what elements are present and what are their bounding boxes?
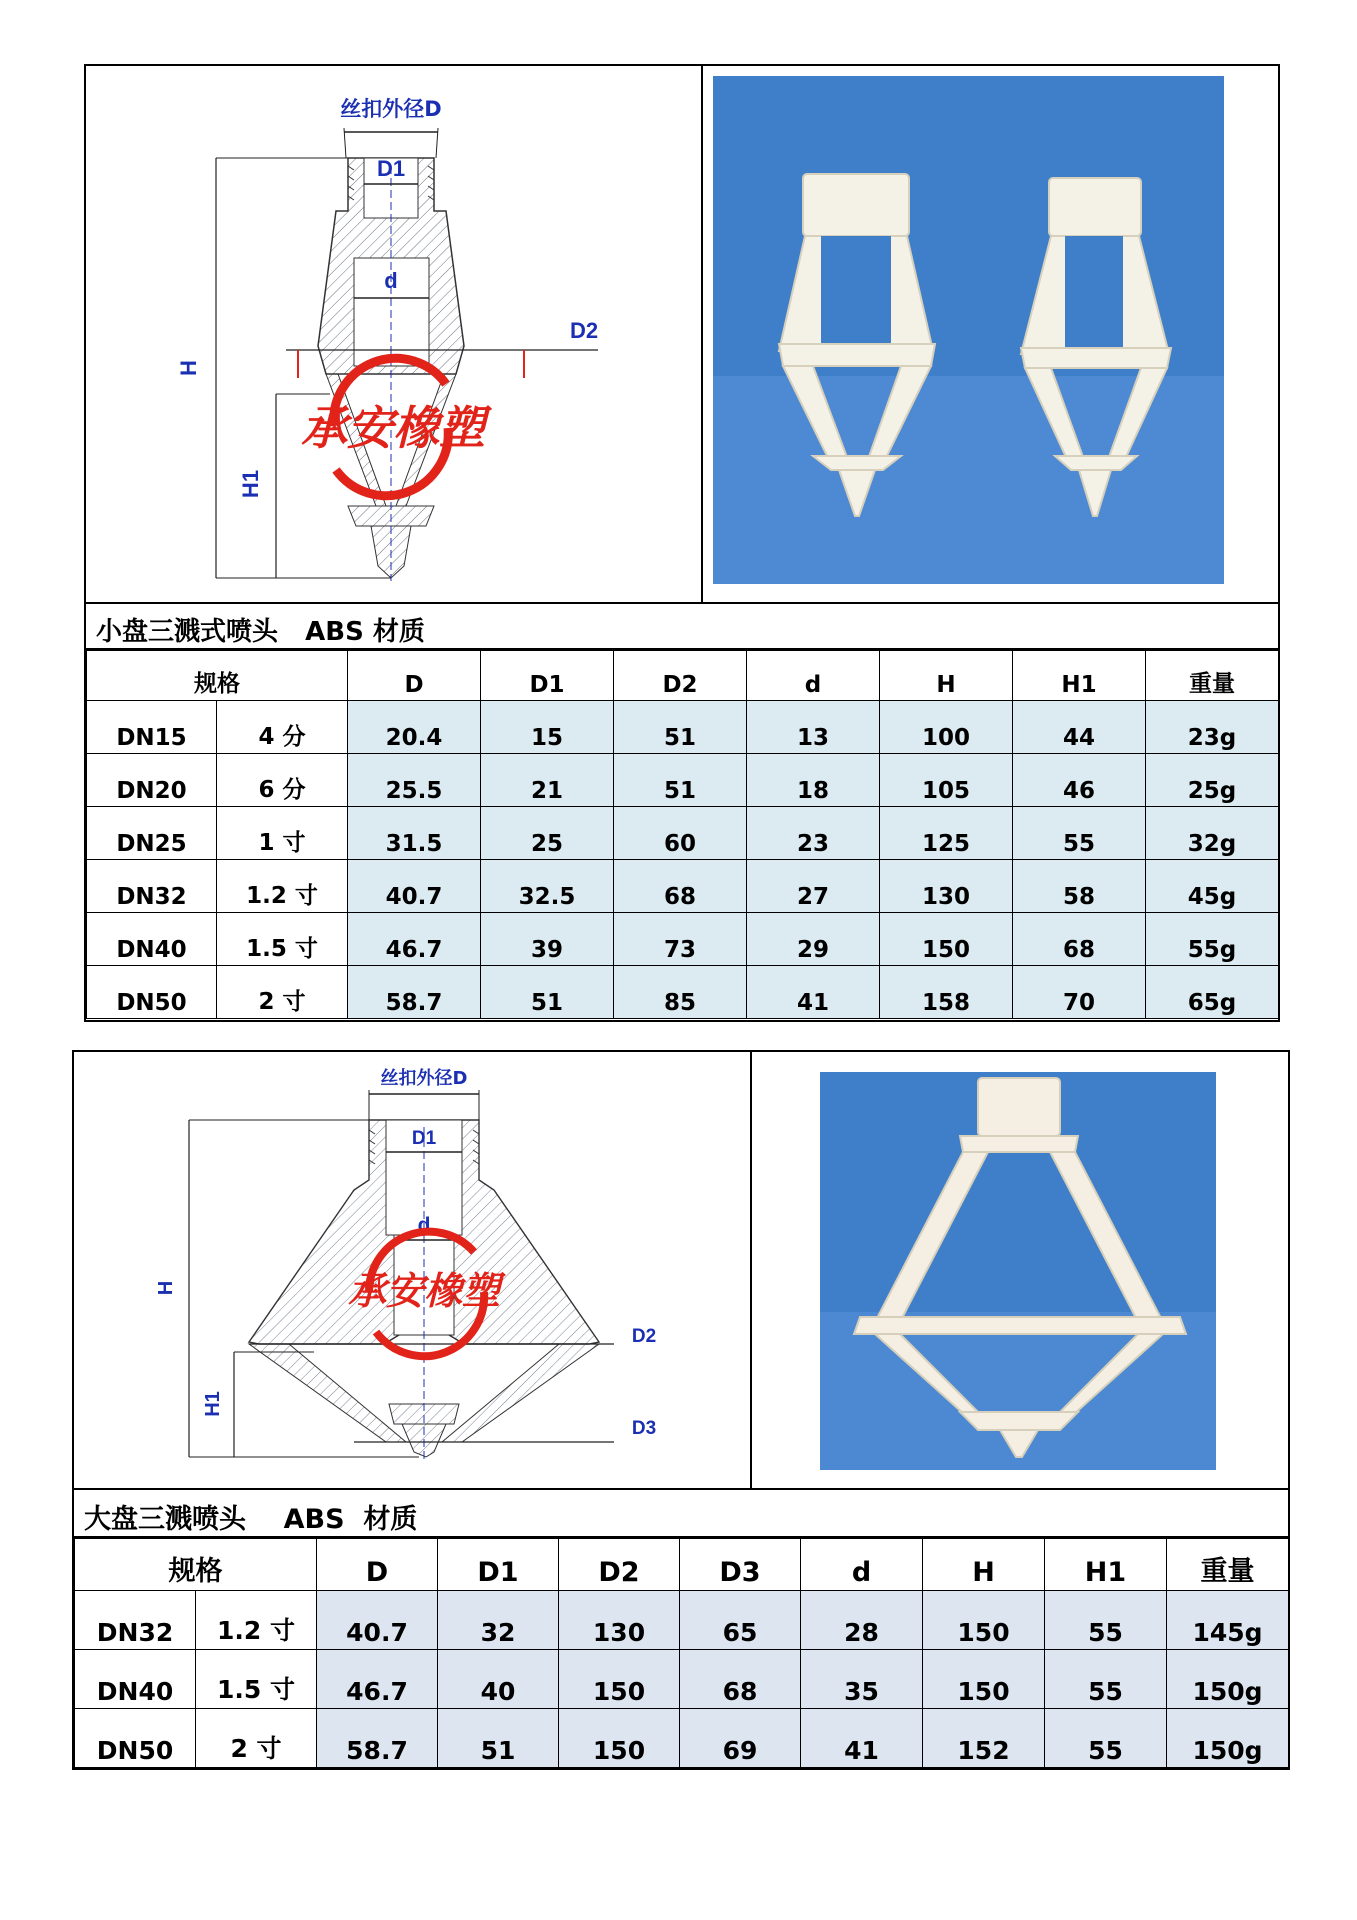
value-cell: 150 xyxy=(559,1709,680,1768)
small-nozzle-title-text: 小盘三溅式喷头 ABS 材质 xyxy=(96,617,425,647)
value-cell: 51 xyxy=(614,754,747,807)
header-cell: 重量 xyxy=(1167,1539,1289,1591)
spec-size-cell: 1.5 寸 xyxy=(196,1650,317,1709)
value-cell: 25 xyxy=(481,807,614,860)
watermark-text: 承安橡塑 xyxy=(301,401,485,455)
thread-diameter-label: 丝扣外径D xyxy=(340,97,442,121)
spec-dn-cell: DN20 xyxy=(87,754,217,807)
value-cell: 35 xyxy=(801,1650,923,1709)
value-cell: 51 xyxy=(614,701,747,754)
value-cell: 46 xyxy=(1013,754,1146,807)
value-cell: 150 xyxy=(880,913,1013,966)
table-row xyxy=(87,701,1279,754)
value-cell: 158 xyxy=(880,966,1013,1019)
small-nozzle-photo xyxy=(713,76,1224,584)
value-cell: 68 xyxy=(680,1650,801,1709)
value-cell: 46.7 xyxy=(317,1650,438,1709)
value-cell: 55g xyxy=(1146,913,1279,966)
value-cell: 32 xyxy=(438,1591,559,1650)
small-nozzle-drawing-cell xyxy=(86,66,703,602)
value-cell: 70 xyxy=(1013,966,1146,1019)
value-cell: 41 xyxy=(747,966,880,1019)
header-cell: H1 xyxy=(1013,651,1146,701)
d2-label: D2 xyxy=(631,1326,657,1347)
value-cell: 85 xyxy=(614,966,747,1019)
value-cell: 152 xyxy=(923,1709,1045,1768)
table-header-row xyxy=(75,1539,1289,1591)
spec-dn-cell: DN25 xyxy=(87,807,217,860)
table-row xyxy=(87,807,1279,860)
header-cell: 规格 xyxy=(87,651,348,701)
value-cell: 69 xyxy=(680,1709,801,1768)
value-cell: 65 xyxy=(680,1591,801,1650)
d1-label: D1 xyxy=(411,1128,437,1149)
d2-label: D2 xyxy=(569,318,599,343)
value-cell: 150 xyxy=(559,1650,680,1709)
value-cell: 58.7 xyxy=(348,966,481,1019)
header-cell: 重量 xyxy=(1146,651,1279,701)
table-header-row xyxy=(87,651,1279,701)
inner-d-label: d xyxy=(384,268,398,293)
value-cell: 18 xyxy=(747,754,880,807)
height-label: H xyxy=(155,1280,177,1296)
table-row xyxy=(75,1591,1289,1650)
large-nozzle-title-text: 大盘三溅喷头 ABS 材质 xyxy=(84,1504,418,1535)
value-cell: 13 xyxy=(747,701,880,754)
value-cell: 28 xyxy=(801,1591,923,1650)
small-nozzle-drawing xyxy=(86,66,701,602)
value-cell: 150 xyxy=(923,1650,1045,1709)
value-cell: 40.7 xyxy=(348,860,481,913)
value-cell: 23 xyxy=(747,807,880,860)
header-cell: H1 xyxy=(1045,1539,1167,1591)
height1-label: H1 xyxy=(202,1391,224,1417)
header-cell: D2 xyxy=(614,651,747,701)
value-cell: 32g xyxy=(1146,807,1279,860)
value-cell: 68 xyxy=(1013,913,1146,966)
value-cell: 60 xyxy=(614,807,747,860)
large-nozzle-title xyxy=(74,1488,1288,1538)
value-cell: 45g xyxy=(1146,860,1279,913)
spec-size-cell: 1 寸 xyxy=(217,807,348,860)
value-cell: 130 xyxy=(880,860,1013,913)
value-cell: 51 xyxy=(481,966,614,1019)
header-cell: D3 xyxy=(680,1539,801,1591)
value-cell: 21 xyxy=(481,754,614,807)
header-cell: d xyxy=(801,1539,923,1591)
large-nozzle-panel xyxy=(72,1050,1290,1770)
value-cell: 58.7 xyxy=(317,1709,438,1768)
header-cell: D1 xyxy=(438,1539,559,1591)
spec-dn-cell: DN50 xyxy=(87,966,217,1019)
header-cell: H xyxy=(880,651,1013,701)
value-cell: 100 xyxy=(880,701,1013,754)
value-cell: 55 xyxy=(1045,1650,1167,1709)
value-cell: 25g xyxy=(1146,754,1279,807)
table-row xyxy=(87,913,1279,966)
value-cell: 27 xyxy=(747,860,880,913)
spec-dn-cell: DN40 xyxy=(75,1650,196,1709)
small-nozzle-title xyxy=(86,602,1278,650)
value-cell: 31.5 xyxy=(348,807,481,860)
table-row xyxy=(75,1709,1289,1768)
header-cell: 规格 xyxy=(75,1539,317,1591)
value-cell: 51 xyxy=(438,1709,559,1768)
spec-size-cell: 1.2 寸 xyxy=(217,860,348,913)
table-row xyxy=(87,754,1279,807)
header-cell: D1 xyxy=(481,651,614,701)
value-cell: 150g xyxy=(1167,1650,1289,1709)
value-cell: 41 xyxy=(801,1709,923,1768)
large-nozzle-photo-cell xyxy=(752,1052,1288,1488)
header-cell: d xyxy=(747,651,880,701)
spec-size-cell: 4 分 xyxy=(217,701,348,754)
d1-label: D1 xyxy=(376,156,406,181)
large-nozzle-photo xyxy=(820,1072,1216,1470)
small-nozzle-photo-cell xyxy=(703,66,1278,602)
value-cell: 105 xyxy=(880,754,1013,807)
value-cell: 40 xyxy=(438,1650,559,1709)
value-cell: 23g xyxy=(1146,701,1279,754)
value-cell: 44 xyxy=(1013,701,1146,754)
large-nozzle-drawing xyxy=(74,1052,750,1488)
header-cell: D xyxy=(348,651,481,701)
spec-dn-cell: DN32 xyxy=(75,1591,196,1650)
large-nozzle-spec-table xyxy=(74,1538,1289,1768)
spec-size-cell: 1.2 寸 xyxy=(196,1591,317,1650)
value-cell: 68 xyxy=(614,860,747,913)
table-row xyxy=(75,1650,1289,1709)
value-cell: 145g xyxy=(1167,1591,1289,1650)
value-cell: 39 xyxy=(481,913,614,966)
height1-label: H1 xyxy=(238,469,263,499)
value-cell: 150 xyxy=(923,1591,1045,1650)
small-nozzle-panel xyxy=(84,64,1280,1022)
value-cell: 130 xyxy=(559,1591,680,1650)
value-cell: 29 xyxy=(747,913,880,966)
spec-size-cell: 6 分 xyxy=(217,754,348,807)
value-cell: 32.5 xyxy=(481,860,614,913)
header-cell: H xyxy=(923,1539,1045,1591)
spec-size-cell: 2 寸 xyxy=(196,1709,317,1768)
inner-d-label: d xyxy=(417,1214,431,1237)
table-row xyxy=(87,966,1279,1019)
value-cell: 55 xyxy=(1013,807,1146,860)
spec-dn-cell: DN15 xyxy=(87,701,217,754)
header-cell: D2 xyxy=(559,1539,680,1591)
value-cell: 73 xyxy=(614,913,747,966)
value-cell: 150g xyxy=(1167,1709,1289,1768)
d3-label: D3 xyxy=(631,1418,657,1439)
header-cell: D xyxy=(317,1539,438,1591)
value-cell: 65g xyxy=(1146,966,1279,1019)
thread-diameter-label: 丝扣外径D xyxy=(380,1068,468,1089)
value-cell: 125 xyxy=(880,807,1013,860)
value-cell: 46.7 xyxy=(348,913,481,966)
table-row xyxy=(87,860,1279,913)
small-nozzle-spec-table xyxy=(86,650,1279,1019)
spec-dn-cell: DN40 xyxy=(87,913,217,966)
spec-dn-cell: DN50 xyxy=(75,1709,196,1768)
value-cell: 40.7 xyxy=(317,1591,438,1650)
spec-size-cell: 1.5 寸 xyxy=(217,913,348,966)
value-cell: 55 xyxy=(1045,1591,1167,1650)
value-cell: 25.5 xyxy=(348,754,481,807)
spec-dn-cell: DN32 xyxy=(87,860,217,913)
value-cell: 20.4 xyxy=(348,701,481,754)
value-cell: 58 xyxy=(1013,860,1146,913)
height-label: H xyxy=(176,360,201,376)
large-nozzle-drawing-cell xyxy=(74,1052,752,1488)
spec-size-cell: 2 寸 xyxy=(217,966,348,1019)
watermark-text: 承安橡塑 xyxy=(347,1269,501,1313)
value-cell: 55 xyxy=(1045,1709,1167,1768)
value-cell: 15 xyxy=(481,701,614,754)
